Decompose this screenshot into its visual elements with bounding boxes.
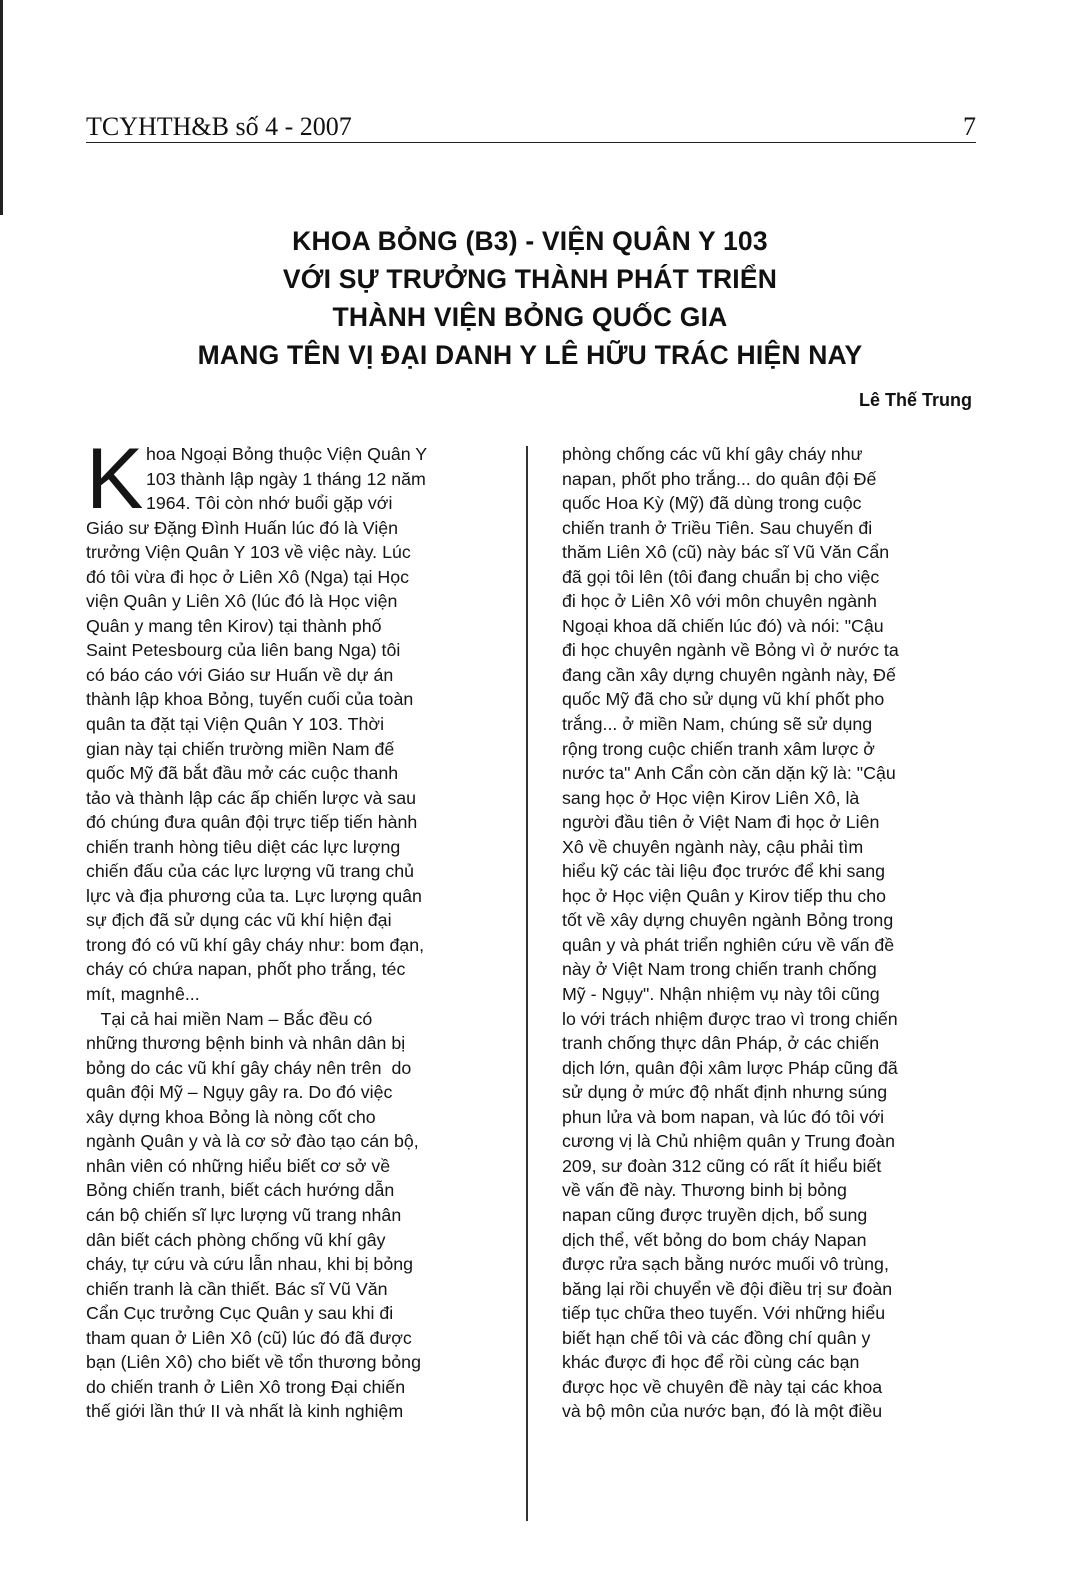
text-line: dịch lớn, quân đội xâm lược Pháp cũng đã	[562, 1057, 898, 1078]
text-line: chiến đấu của các lực lượng vũ trang chủ	[86, 861, 415, 882]
text-line: và bộ môn của nước bạn, đó là một điều	[562, 1401, 883, 1422]
right-column	[562, 442, 974, 1542]
text-line: hoa Ngoại Bỏng thuộc Viện Quân Y	[146, 444, 428, 464]
text-line: viện Quân y Liên Xô (lúc đó là Học viện	[86, 591, 398, 612]
text-line: nước ta" Anh Cẩn còn căn dặn kỹ là: "Cậu	[562, 763, 896, 784]
text-line: quân ta đặt tại Viện Quân Y 103. Thời	[86, 714, 385, 735]
text-line: Cẩn Cục trưởng Cục Quân y sau khi đi	[86, 1303, 394, 1324]
text-line: đi học chuyên ngành về Bỏng vì ở nước ta	[562, 640, 899, 661]
text-line: 209, sư đoàn 312 cũng có rất ít hiểu biết	[562, 1155, 882, 1176]
text-line: xây dựng khoa Bỏng là nòng cốt cho	[86, 1106, 376, 1127]
text-line: bỏng do các vũ khí gây cháy nên trên do	[86, 1057, 412, 1078]
text-line: tham quan ở Liên Xô (cũ) lúc đó đã được	[86, 1327, 412, 1348]
text-line: lo với trách nhiệm được trao vì trong chiến	[562, 1008, 898, 1029]
text-line: tốt về xây dựng chuyên ngành Bỏng trong	[562, 910, 894, 931]
text-line: đã gọi tôi lên (tôi đang chuẩn bị cho việc	[562, 566, 880, 587]
text-line: học ở Học viện Quân y Kirov tiếp thu cho	[562, 885, 886, 906]
text-line: bạn (Liên Xô) cho biết về tổn thương bỏng	[86, 1352, 421, 1373]
text-line: quân đội Mỹ – Ngụy gây ra. Do đó việc	[86, 1082, 393, 1103]
journal-issue: TCYHTH&B số 4 - 2007	[86, 112, 352, 141]
text-line: Bỏng chiến tranh, biết cách hướng dẫn	[86, 1180, 395, 1201]
text-line: napan, phốt pho trắng... do quân đội Đế	[562, 468, 877, 489]
text-line: ngành Quân y và là cơ sở đào tạo cán bộ,	[86, 1131, 419, 1152]
author-name: Lê Thế Trung	[858, 390, 972, 410]
text-line: có báo cáo với Giáo sư Huấn về dự án	[86, 664, 394, 685]
left-column	[86, 431, 492, 1542]
text-line: tiếp tục chữa theo tuyến. Với những hiểu	[562, 1303, 886, 1324]
text-line: thành lập khoa Bỏng, tuyến cuối của toàn	[86, 689, 414, 710]
text-line: đang cần xây dựng chuyên ngành này, Đế	[562, 664, 896, 685]
text-line: sang học ở Học viện Kirov Liên Xô, là	[562, 787, 860, 808]
text-line: trắng... ở miền Nam, chúng sẽ sử dụng	[562, 714, 873, 735]
text-line: phun lửa và bom napan, và lúc đó tôi với	[562, 1106, 885, 1127]
text-line: dân biết cách phòng chống vũ khí gây	[86, 1229, 386, 1250]
text-line: đó tôi vừa đi học ở Liên Xô (Nga) tại Học	[86, 566, 410, 587]
text-line: rộng trong cuộc chiến tranh xâm lược ở	[562, 738, 875, 759]
text-line: chiến tranh ở Triều Tiên. Sau chuyến đi	[562, 517, 873, 538]
text-line: tranh chống thực dân Pháp, ở các chiến	[562, 1033, 880, 1054]
text-line: Quân y mang tên Kirov) tại thành phố	[86, 615, 382, 636]
text-line: dịch thể, vết bỏng do bom cháy Napan	[562, 1229, 867, 1250]
text-line: chiến tranh là cần thiết. Bác sĩ Vũ Văn	[86, 1278, 388, 1299]
text-line: do chiến tranh ở Liên Xô trong Đại chiến	[86, 1376, 406, 1397]
text-line: quốc Hoa Kỳ (Mỹ) đã dùng trong cuộc	[562, 493, 862, 514]
title-line: MANG TÊN VỊ ĐẠI DANH Y LÊ HỮU TRÁC HIỆN NAY	[197, 340, 863, 370]
text-line: này ở Việt Nam trong chiến tranh chống	[562, 959, 877, 980]
text-line: phòng chống các vũ khí gây cháy như	[562, 444, 863, 464]
text-line: khác được đi học để rồi cùng các bạn	[562, 1352, 860, 1373]
text-line: biết hạn chế tôi và các đồng chí quân y	[562, 1327, 871, 1348]
running-header	[86, 112, 976, 143]
scan-edge-mark	[0, 0, 3, 215]
text-line: mít, magnhê...	[86, 984, 200, 1005]
text-line: gian này tại chiến trường miền Nam đế	[86, 738, 395, 759]
text-line: trưởng Viện Quân Y 103 về việc này. Lúc	[86, 542, 411, 563]
text-line: Mỹ - Ngụy". Nhận nhiệm vụ này tôi cũng	[562, 984, 880, 1005]
text-line: quốc Mỹ đã cho sử dụng vũ khí phốt pho	[562, 689, 885, 710]
text-line: nhân viên có những hiểu biết cơ sở về	[86, 1155, 391, 1176]
title-line: THÀNH VIỆN BỎNG QUỐC GIA	[332, 302, 728, 332]
text-line: thế giới lần thứ II và nhất là kinh nghiệm	[86, 1401, 404, 1422]
text-line: 103 thành lập ngày 1 tháng 12 năm	[146, 468, 426, 489]
text-line: quốc Mỹ đã bắt đầu mở các cuộc thanh	[86, 763, 399, 784]
text-line: quân y và phát triển nghiên cứu về vấn đề	[562, 934, 895, 955]
text-line: cháy, tự cứu và cứu lẫn nhau, khi bị bỏng	[86, 1254, 413, 1275]
text-line: Xô về chuyên ngành này, cậu phải tìm	[562, 836, 864, 857]
text-line: băng lại rồi chuyển về đội điều trị sư đoàn	[562, 1278, 893, 1299]
text-line: lực và địa phương của ta. Lực lượng quân	[86, 885, 422, 906]
text-line: napan cũng được truyền dịch, bổ sung	[562, 1204, 868, 1225]
text-line: sự địch đã sử dụng các vũ khí hiện đại	[86, 910, 392, 931]
text-line: được học về chuyên đề này tại các khoa	[562, 1376, 883, 1397]
text-line: hiểu kỹ các tài liệu đọc trước để khi sang	[562, 861, 886, 882]
title-line: VỚI SỰ TRƯỞNG THÀNH PHÁT TRIỂN	[282, 264, 778, 294]
text-line: những thương bệnh binh và nhân dân bị	[86, 1033, 406, 1054]
text-line: trong đó có vũ khí gây cháy như: bom đạn,	[86, 934, 425, 955]
page-number: 7	[963, 112, 976, 141]
text-line: về vấn đề này. Thương binh bị bỏng	[562, 1180, 847, 1201]
text-line: được rửa sạch bằng nước muối vô trùng,	[562, 1254, 889, 1275]
text-line: thăm Liên Xô (cũ) này bác sĩ Vũ Văn Cẩn	[562, 542, 890, 563]
column-divider	[526, 446, 528, 1521]
title-line: KHOA BỎNG (B3) - VIỆN QUÂN Y 103	[292, 226, 768, 256]
text-line: 1964. Tôi còn nhớ buổi gặp với	[146, 493, 393, 514]
text-line: tảo và thành lập các ấp chiến lược và sau	[86, 787, 416, 808]
text-line: Giáo sư Đặng Đình Huấn lúc đó là Viện	[86, 517, 399, 538]
text-line: Saint Petesbourg của liên bang Nga) tôi	[86, 640, 401, 661]
drop-cap: K	[86, 431, 144, 527]
text-line: đi học ở Liên Xô với môn chuyên ngành	[562, 591, 877, 612]
text-line: chiến tranh hòng tiêu diệt các lực lượng	[86, 836, 401, 857]
text-line: Ngoại khoa dã chiến lúc đó) và nói: "Cậu	[562, 615, 884, 636]
text-line: đó chúng đưa quân đội trực tiếp tiến hành	[86, 812, 418, 833]
text-line: cương vị là Chủ nhiệm quân y Trung đoàn	[562, 1131, 895, 1152]
text-line: Tại cả hai miền Nam – Bắc đều có	[86, 1008, 373, 1029]
text-line: người đầu tiên ở Việt Nam đi học ở Liên	[562, 812, 880, 833]
text-line: sử dụng ở mức độ nhất định nhưng súng	[562, 1082, 888, 1103]
article-title	[90, 222, 970, 374]
text-line: cán bộ chiến sĩ lực lượng vũ trang nhân	[86, 1204, 402, 1225]
text-line: cháy có chứa napan, phốt pho trắng, téc	[86, 959, 406, 980]
